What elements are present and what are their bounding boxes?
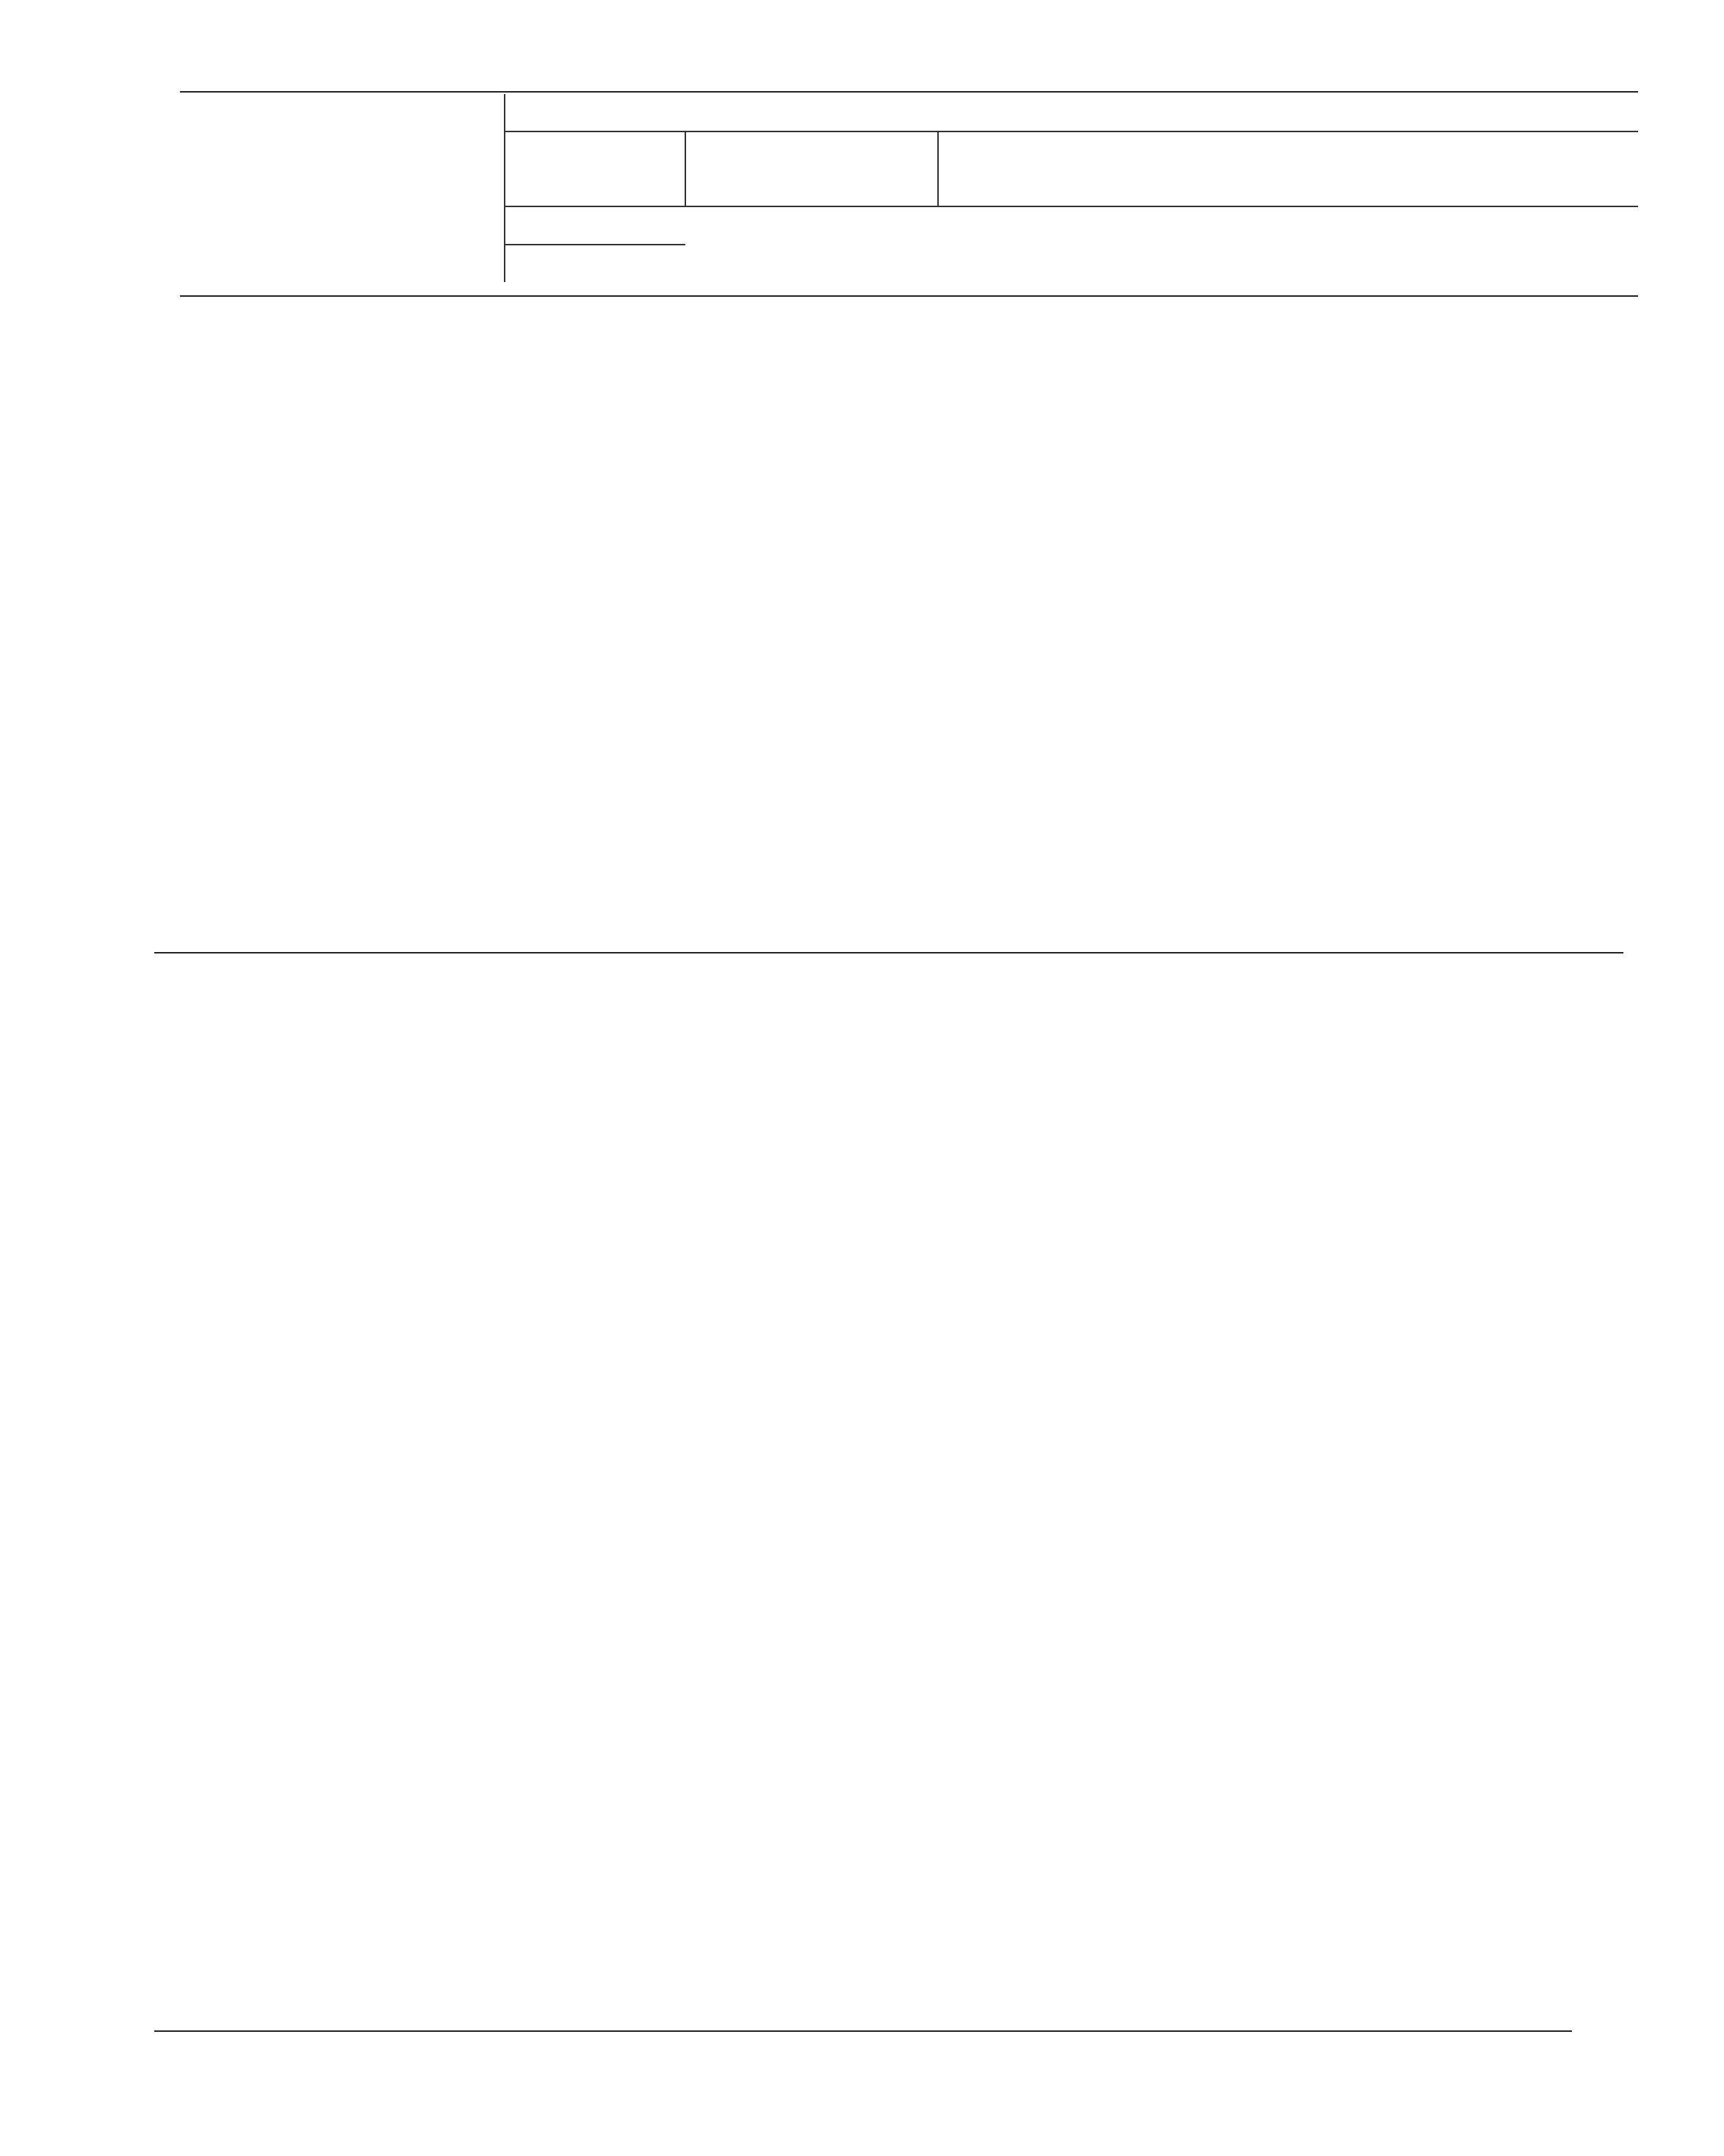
length-label [505,206,685,245]
top-table-end-rule [154,952,1623,953]
table-header [180,94,1638,282]
top-rule [180,91,1638,93]
header-row-label [180,94,505,282]
width-label [505,245,685,282]
bottom-rule [154,2030,1572,2032]
boards-title [685,131,938,206]
platforms-title [938,131,1638,206]
height-label [505,131,685,206]
header-group-title [505,94,1638,131]
header-bottom-rule [180,295,1638,297]
